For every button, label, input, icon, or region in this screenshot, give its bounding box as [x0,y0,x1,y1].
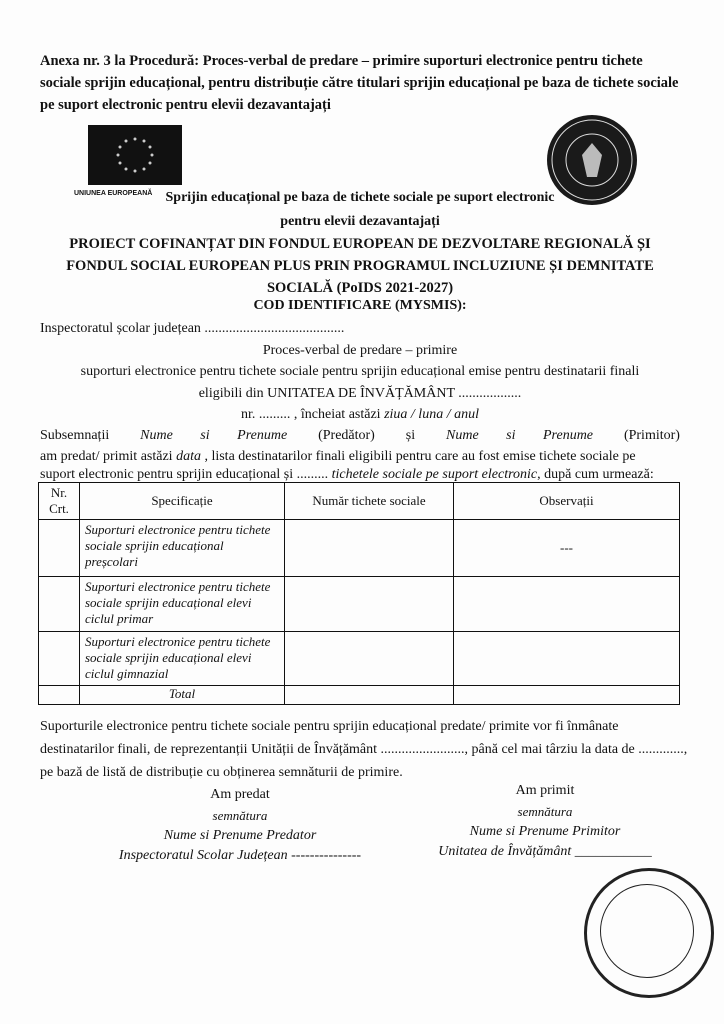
table-total-row [39,686,680,705]
cod-identificare: COD IDENTIFICARE (MYSMIS): [253,298,467,313]
cell-nr [39,577,80,632]
cell-obs [454,632,680,686]
pv-date: ziua / luna / anul [384,407,479,422]
pv-nr: nr. ......... , încheiat astăzi [241,407,385,422]
cell-obs: --- [454,520,680,577]
cell-numar[interactable] [285,520,454,577]
col-numar: Număr tichete sociale [285,483,454,520]
cell-numar[interactable] [285,577,454,632]
project-title: PROIECT COFINANȚAT DIN FONDUL EUROPEAN DE DEZVOLTARE REGIONALĂ ȘI FONDUL SOCIAL EUROPEAN PLUS PRIN PROGRAMUL INCLUZIUNE ȘI DEMNITATE SOCIALĂ (PoIDS 2021-2027) [66,236,654,296]
distribution-table [38,482,680,705]
table-header-row [39,483,680,520]
eu-label: UNIUNEA EUROPEANĂ [74,190,153,197]
cell-nr [39,632,80,686]
col-observatii: Observații [454,483,680,520]
cell-spec: Suporturi electronice pentru tichete sociale sprijin educațional elevi ciclul primar [80,577,285,632]
cell-obs [454,686,680,705]
cell-obs [454,577,680,632]
signature-block-left [110,784,370,866]
pv-title: Proces-verbal de predare – primire [262,343,458,358]
ministry-stamp-inner [600,884,694,978]
sign-title: Am primit [515,783,575,798]
body-line-1 [40,425,680,447]
text: și [405,428,416,443]
col-specificatie: Specificație [80,483,285,520]
sign-signature: semnătura [517,804,573,819]
program-line-1: Sprijin educațional pe baza de tichete sociale pe suport electronic [165,190,555,205]
annex-title: Anexa nr. 3 la Procedură: Proces-verbal de predare – primire suporturi electronice pentru tichete sociale sprijin educațional, pentru distribuție către titulari sprijin educațional pe baza de tichete sociale pe suport electronic pentru elevii dezavantajați [40,53,679,113]
sign-name: Nume si Prenume Predator [163,828,317,843]
text: Subsemnații [40,428,110,443]
cell-spec: Suporturi electronice pentru tichete sociale sprijin educațional preșcolari [80,520,285,577]
pv-subtitle-1: suporturi electronice pentru tichete sociale pentru sprijin educațional emise pentru destinatarii finali [80,364,640,379]
pv-subtitle-2: eligibili din UNITATEA DE ÎNVĂȚĂMÂNT .................. [198,386,522,401]
col-nr: Nr. Crt. [39,483,80,520]
cell-spec: Suporturi electronice pentru tichete sociale sprijin educațional elevi ciclul gimnazial [80,632,285,686]
sign-title: Am predat [210,787,270,802]
table-row [39,520,680,577]
text: Nume si Prenume [446,428,594,443]
cell-total[interactable] [285,686,454,705]
sign-signature: semnătura [212,808,268,823]
text: (Primitor) [623,428,680,443]
signature-block-right [420,780,670,862]
eu-flag-logo [88,125,182,185]
program-line-2: pentru elevii dezavantajați [280,214,440,229]
table-row [39,632,680,686]
text: Nume si Prenume [140,428,288,443]
closing-paragraph: Suporturile electronice pentru tichete sociale pentru sprijin educațional predate/ primite vor fi înmânate destinatarilor finali, de reprezentanții Unității de Învățământ ........................, până cel mai târziu la data de ............., pe bază de listă de distribuție cu obținerea semnăturii de primire. [40,719,688,780]
cell-nr [39,686,80,705]
inspectorat-line: Inspectoratul școlar județean ........................................ [40,321,345,336]
text: , după cum urmează: [537,467,654,482]
text: tichetele sociale pe suport electronic [331,467,538,482]
text: data [176,449,201,464]
pv-number-date [40,404,680,426]
sign-org: Inspectoratul Scolar Județean --------------- [118,848,362,863]
text: am predat/ primit astăzi [40,449,177,464]
cell-nr [39,520,80,577]
sign-name: Nume si Prenume Primitor [469,824,621,839]
total-label: Total [80,686,285,705]
table-row [39,577,680,632]
text: suport electronic pentru sprijin educațional și ......... [40,467,332,482]
text: (Predător) [318,428,375,443]
cell-numar[interactable] [285,632,454,686]
sign-org: Unitatea de Învățământ ___________ [438,844,652,859]
text: , lista destinatarilor finali eligibili pentru care au fost emise tichete sociale pe [200,449,636,464]
